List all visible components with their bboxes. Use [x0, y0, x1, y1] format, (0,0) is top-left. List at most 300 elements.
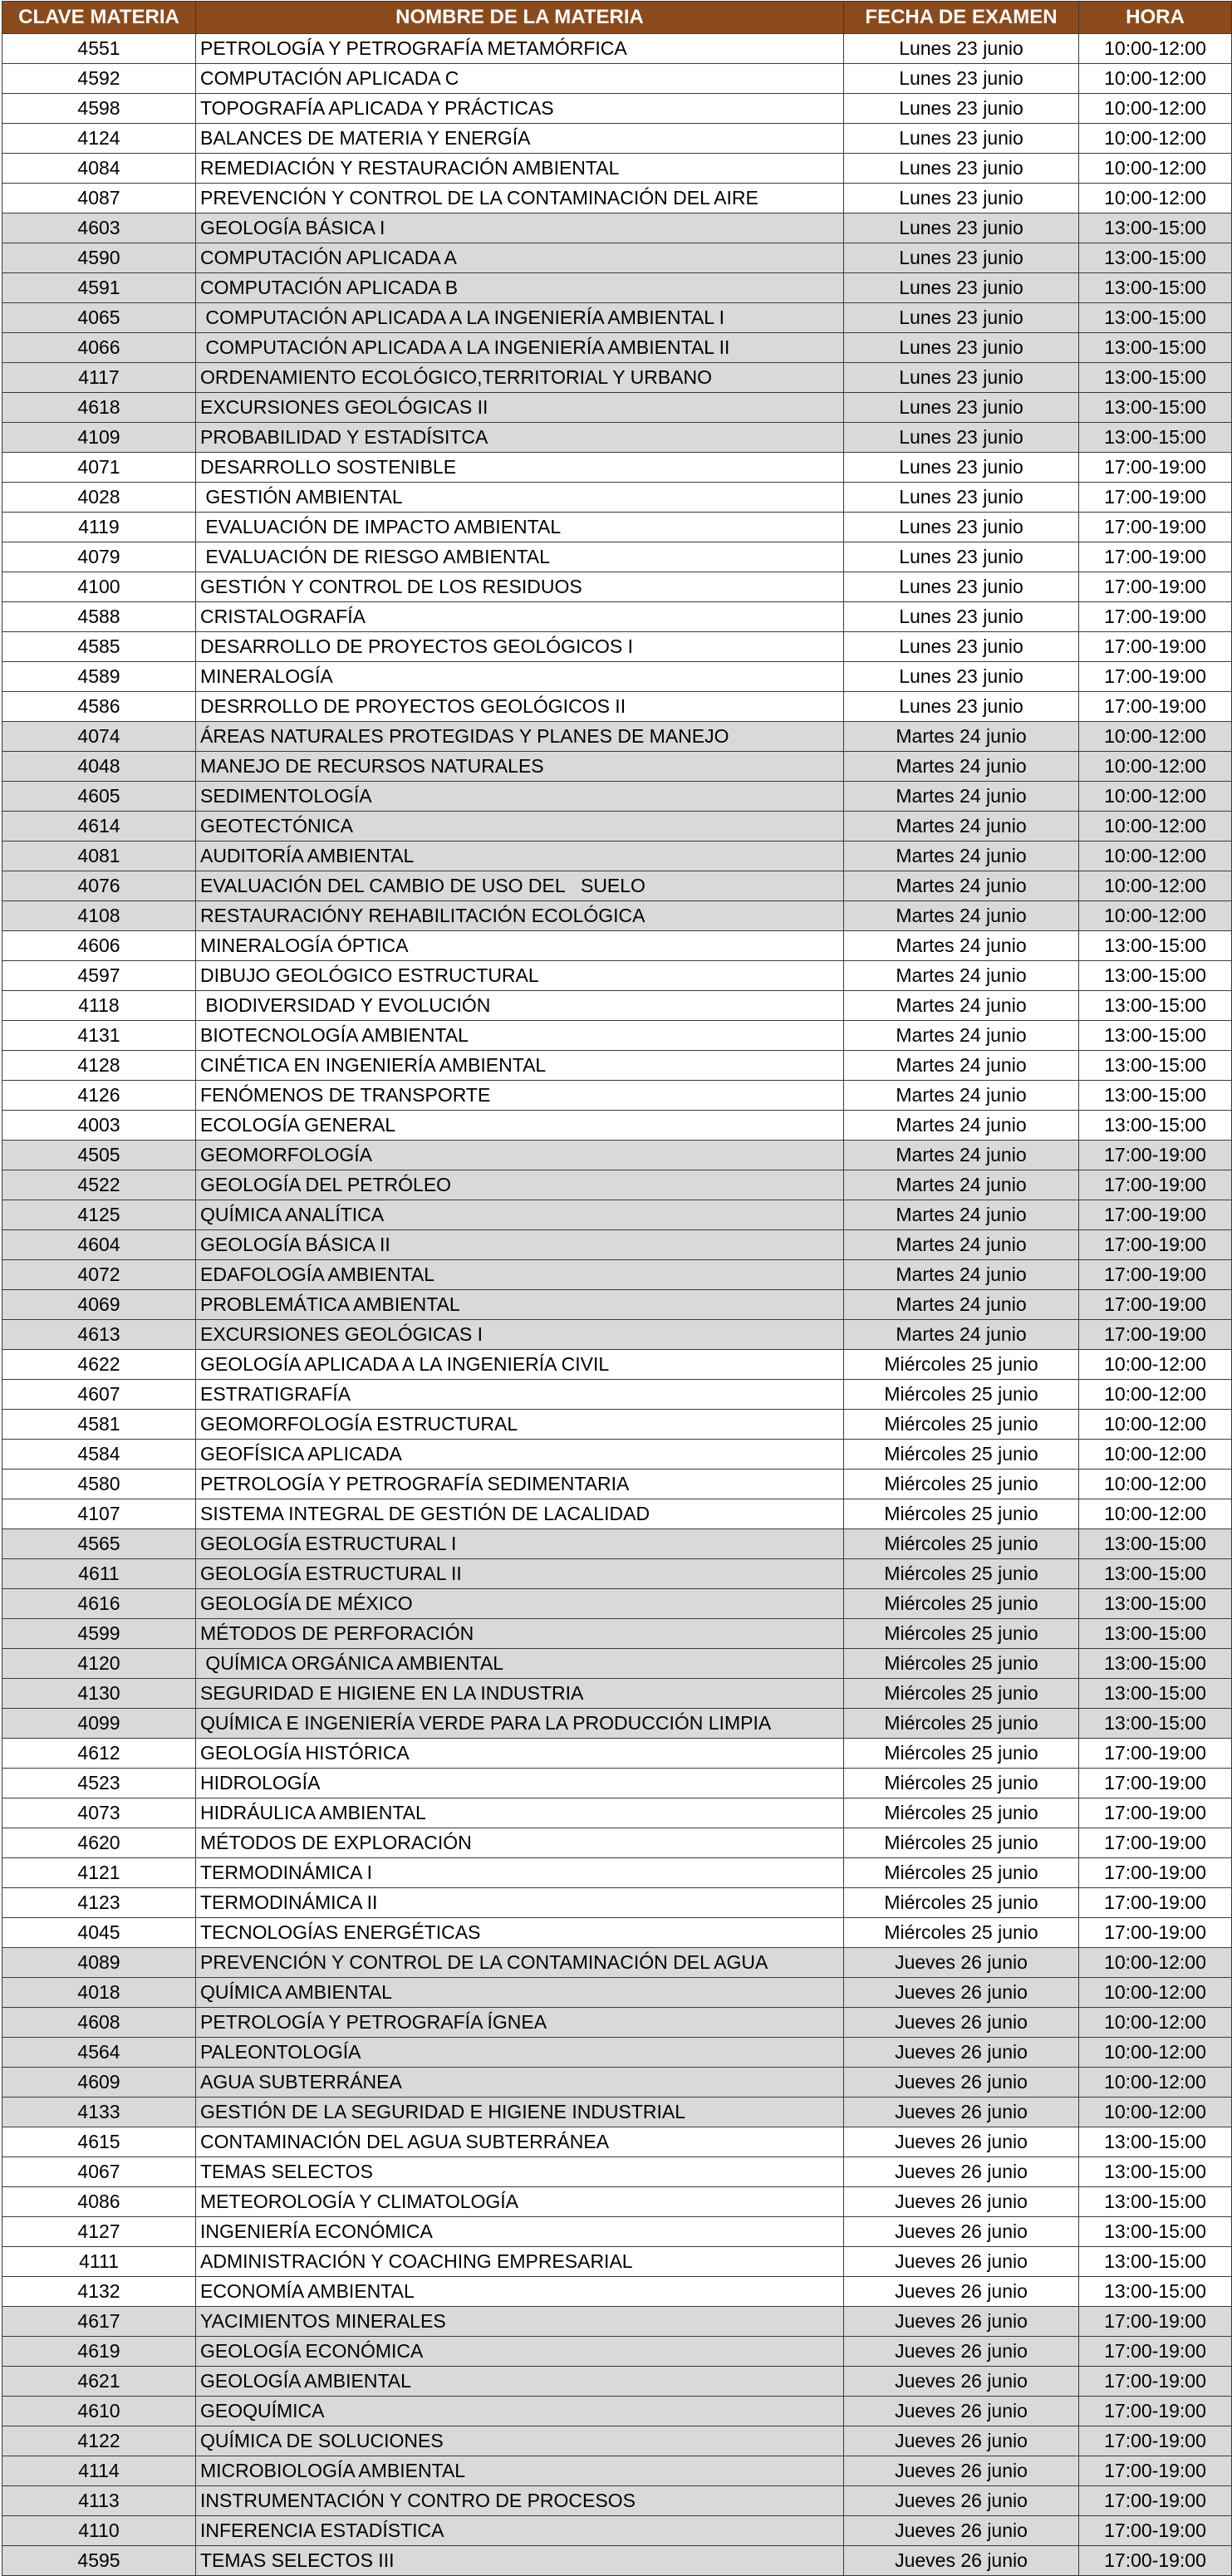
subject-name-cell: CINÉTICA EN INGENIERÍA AMBIENTAL: [196, 1051, 844, 1081]
table-row: [2, 782, 1232, 812]
subject-code-cell: 4598: [2, 94, 196, 124]
subject-name-cell: BALANCES DE MATERIA Y ENERGÍA: [196, 124, 844, 154]
table-row: [2, 812, 1232, 841]
subject-name-cell: DIBUJO GEOLÓGICO ESTRUCTURAL: [196, 961, 844, 991]
subject-name-cell: EDAFOLOGÍA AMBIENTAL: [196, 1260, 844, 1290]
exam-date-cell: Martes 24 junio: [844, 1230, 1079, 1260]
subject-code-cell: 4127: [2, 2217, 196, 2247]
subject-code-cell: 4564: [2, 2038, 196, 2068]
exam-time-cell: 10:00-12:00: [1079, 1948, 1232, 1978]
table-row: [2, 991, 1232, 1021]
table-row: [2, 453, 1232, 483]
exam-time-cell: 13:00-15:00: [1079, 2217, 1232, 2247]
subject-name-cell: GEOLOGÍA APLICADA A LA INGENIERÍA CIVIL: [196, 1350, 844, 1380]
exam-time-cell: 13:00-15:00: [1079, 1649, 1232, 1679]
table-row: [2, 841, 1232, 871]
exam-time-cell: 17:00-19:00: [1079, 632, 1232, 662]
subject-name-cell: QUÍMICA ORGÁNICA AMBIENTAL: [196, 1649, 844, 1679]
subject-name-cell: ECONOMÍA AMBIENTAL: [196, 2277, 844, 2307]
subject-name-cell: MINERALOGÍA: [196, 662, 844, 692]
exam-date-cell: Lunes 23 junio: [844, 662, 1079, 692]
subject-name-cell: GEOLOGÍA HISTÓRICA: [196, 1739, 844, 1769]
exam-date-cell: Jueves 26 junio: [844, 2307, 1079, 2337]
subject-name-cell: COMPUTACIÓN APLICADA A LA INGENIERÍA AMBIENTAL I: [196, 303, 844, 333]
table-row: [2, 64, 1232, 94]
subject-name-cell: TECNOLOGÍAS ENERGÉTICAS: [196, 1918, 844, 1948]
exam-date-cell: Miércoles 25 junio: [844, 1440, 1079, 1470]
exam-time-cell: 17:00-19:00: [1079, 2456, 1232, 2486]
subject-name-cell: TEMAS SELECTOS: [196, 2157, 844, 2187]
subject-code-cell: 4618: [2, 393, 196, 423]
exam-date-cell: Martes 24 junio: [844, 901, 1079, 931]
subject-name-cell: QUÍMICA DE SOLUCIONES: [196, 2426, 844, 2456]
exam-date-cell: Jueves 26 junio: [844, 2426, 1079, 2456]
table-row: [2, 692, 1232, 722]
exam-time-cell: 10:00-12:00: [1079, 2038, 1232, 2068]
exam-date-cell: Lunes 23 junio: [844, 243, 1079, 273]
exam-date-cell: Jueves 26 junio: [844, 2247, 1079, 2277]
table-row: [2, 1111, 1232, 1141]
exam-date-cell: Lunes 23 junio: [844, 513, 1079, 542]
exam-time-cell: 10:00-12:00: [1079, 1978, 1232, 2008]
exam-time-cell: 10:00-12:00: [1079, 782, 1232, 812]
subject-name-cell: GESTIÓN AMBIENTAL: [196, 483, 844, 513]
subject-code-cell: 4110: [2, 2516, 196, 2546]
exam-time-cell: 17:00-19:00: [1079, 483, 1232, 513]
exam-date-cell: Jueves 26 junio: [844, 2217, 1079, 2247]
exam-time-cell: 10:00-12:00: [1079, 901, 1232, 931]
subject-code-cell: 4121: [2, 1858, 196, 1888]
table-row: [2, 1559, 1232, 1589]
subject-name-cell: MICROBIOLOGÍA AMBIENTAL: [196, 2456, 844, 2486]
exam-time-cell: 13:00-15:00: [1079, 1051, 1232, 1081]
subject-name-cell: HIDRÁULICA AMBIENTAL: [196, 1798, 844, 1828]
exam-time-cell: 17:00-19:00: [1079, 2307, 1232, 2337]
exam-time-cell: 17:00-19:00: [1079, 692, 1232, 722]
table-row: [2, 2217, 1232, 2247]
subject-name-cell: MÉTODOS DE EXPLORACIÓN: [196, 1828, 844, 1858]
exam-time-cell: 13:00-15:00: [1079, 273, 1232, 303]
table-row: [2, 722, 1232, 752]
subject-code-cell: 4595: [2, 2546, 196, 2576]
subject-code-cell: 4613: [2, 1320, 196, 1350]
subject-name-cell: GEOFÍSICA APLICADA: [196, 1440, 844, 1470]
table-row: [2, 34, 1232, 64]
exam-date-cell: Jueves 26 junio: [844, 2367, 1079, 2397]
exam-time-cell: 13:00-15:00: [1079, 243, 1232, 273]
exam-date-cell: Lunes 23 junio: [844, 303, 1079, 333]
subject-name-cell: COMPUTACIÓN APLICADA A: [196, 243, 844, 273]
table-row: [2, 1529, 1232, 1559]
exam-time-cell: 10:00-12:00: [1079, 752, 1232, 782]
exam-time-cell: 13:00-15:00: [1079, 2157, 1232, 2187]
subject-code-cell: 4076: [2, 871, 196, 901]
subject-code-cell: 4603: [2, 213, 196, 243]
subject-name-cell: GEOLOGÍA ESTRUCTURAL I: [196, 1529, 844, 1559]
table-row: [2, 2068, 1232, 2098]
table-row: [2, 1589, 1232, 1619]
exam-date-cell: Jueves 26 junio: [844, 2486, 1079, 2516]
exam-time-cell: 17:00-19:00: [1079, 572, 1232, 602]
subject-code-cell: 4523: [2, 1769, 196, 1798]
exam-time-cell: 13:00-15:00: [1079, 1529, 1232, 1559]
exam-time-cell: 10:00-12:00: [1079, 1380, 1232, 1410]
table-row: [2, 1828, 1232, 1858]
exam-date-cell: Miércoles 25 junio: [844, 1649, 1079, 1679]
subject-name-cell: GEOLOGÍA DEL PETRÓLEO: [196, 1170, 844, 1200]
subject-name-cell: EXCURSIONES GEOLÓGICAS II: [196, 393, 844, 423]
exam-time-cell: 13:00-15:00: [1079, 991, 1232, 1021]
exam-time-cell: 10:00-12:00: [1079, 871, 1232, 901]
subject-code-cell: 4133: [2, 2098, 196, 2127]
table-row: [2, 154, 1232, 184]
exam-date-cell: Lunes 23 junio: [844, 453, 1079, 483]
subject-code-cell: 4590: [2, 243, 196, 273]
exam-date-cell: Lunes 23 junio: [844, 602, 1079, 632]
table-row: [2, 513, 1232, 542]
exam-date-cell: Miércoles 25 junio: [844, 1709, 1079, 1739]
exam-time-cell: 13:00-15:00: [1079, 393, 1232, 423]
table-row: [2, 1888, 1232, 1918]
subject-code-cell: 4113: [2, 2486, 196, 2516]
subject-name-cell: ESTRATIGRAFÍA: [196, 1380, 844, 1410]
table-row: [2, 1380, 1232, 1410]
subject-code-cell: 4610: [2, 2397, 196, 2426]
subject-code-cell: 4620: [2, 1828, 196, 1858]
exam-date-cell: Martes 24 junio: [844, 1170, 1079, 1200]
subject-name-cell: GEOMORFOLOGÍA: [196, 1141, 844, 1170]
table-row: [2, 333, 1232, 363]
exam-date-cell: Lunes 23 junio: [844, 184, 1079, 213]
table-row: [2, 901, 1232, 931]
column-header-fecha: FECHA DE EXAMEN: [844, 2, 1079, 34]
subject-name-cell: MINERALOGÍA ÓPTICA: [196, 931, 844, 961]
exam-time-cell: 17:00-19:00: [1079, 2516, 1232, 2546]
subject-code-cell: 4114: [2, 2456, 196, 2486]
exam-time-cell: 10:00-12:00: [1079, 2068, 1232, 2098]
subject-code-cell: 4122: [2, 2426, 196, 2456]
table-row: [2, 2337, 1232, 2367]
exam-date-cell: Jueves 26 junio: [844, 2068, 1079, 2098]
exam-time-cell: 10:00-12:00: [1079, 94, 1232, 124]
subject-name-cell: GEOLOGÍA ESTRUCTURAL II: [196, 1559, 844, 1589]
subject-name-cell: GEOLOGÍA AMBIENTAL: [196, 2367, 844, 2397]
table-row: [2, 1769, 1232, 1798]
exam-time-cell: 17:00-19:00: [1079, 1888, 1232, 1918]
exam-time-cell: 17:00-19:00: [1079, 1828, 1232, 1858]
table-row: [2, 1141, 1232, 1170]
subject-name-cell: HIDROLOGÍA: [196, 1769, 844, 1798]
subject-code-cell: 4616: [2, 1589, 196, 1619]
subject-name-cell: EXCURSIONES GEOLÓGICAS I: [196, 1320, 844, 1350]
subject-name-cell: RESTAURACIÓNY REHABILITACIÓN ECOLÓGICA: [196, 901, 844, 931]
exam-date-cell: Miércoles 25 junio: [844, 1739, 1079, 1769]
header-row: [2, 2, 1232, 34]
subject-code-cell: 4089: [2, 1948, 196, 1978]
subject-code-cell: 4067: [2, 2157, 196, 2187]
exam-time-cell: 17:00-19:00: [1079, 1769, 1232, 1798]
table-row: [2, 1499, 1232, 1529]
table-row: [2, 2127, 1232, 2157]
table-row: [2, 2098, 1232, 2127]
subject-code-cell: 4120: [2, 1649, 196, 1679]
table-row: [2, 542, 1232, 572]
subject-code-cell: 4066: [2, 333, 196, 363]
exam-date-cell: Jueves 26 junio: [844, 2127, 1079, 2157]
table-row: [2, 871, 1232, 901]
exam-date-cell: Miércoles 25 junio: [844, 1350, 1079, 1380]
subject-name-cell: FENÓMENOS DE TRANSPORTE: [196, 1081, 844, 1111]
subject-name-cell: REMEDIACIÓN Y RESTAURACIÓN AMBIENTAL: [196, 154, 844, 184]
table-row: [2, 1948, 1232, 1978]
subject-code-cell: 4611: [2, 1559, 196, 1589]
table-row: [2, 1320, 1232, 1350]
subject-code-cell: 4606: [2, 931, 196, 961]
table-row: [2, 2157, 1232, 2187]
subject-name-cell: ECOLOGÍA GENERAL: [196, 1111, 844, 1141]
exam-date-cell: Miércoles 25 junio: [844, 1798, 1079, 1828]
subject-code-cell: 4591: [2, 273, 196, 303]
subject-name-cell: EVALUACIÓN DE RIESGO AMBIENTAL: [196, 542, 844, 572]
subject-name-cell: ÁREAS NATURALES PROTEGIDAS Y PLANES DE MANEJO: [196, 722, 844, 752]
subject-code-cell: 4622: [2, 1350, 196, 1380]
subject-code-cell: 4003: [2, 1111, 196, 1141]
exam-date-cell: Lunes 23 junio: [844, 64, 1079, 94]
subject-name-cell: PREVENCIÓN Y CONTROL DE LA CONTAMINACIÓN DEL AIRE: [196, 184, 844, 213]
table-row: [2, 483, 1232, 513]
table-row: [2, 572, 1232, 602]
subject-code-cell: 4604: [2, 1230, 196, 1260]
subject-name-cell: SEGURIDAD E HIGIENE EN LA INDUSTRIA: [196, 1679, 844, 1709]
exam-time-cell: 10:00-12:00: [1079, 1440, 1232, 1470]
exam-time-cell: 10:00-12:00: [1079, 1410, 1232, 1440]
subject-name-cell: GEOTECTÓNICA: [196, 812, 844, 841]
column-header-nombre: NOMBRE DE LA MATERIA: [196, 2, 844, 34]
subject-code-cell: 4597: [2, 961, 196, 991]
subject-code-cell: 4584: [2, 1440, 196, 1470]
subject-name-cell: COMPUTACIÓN APLICADA B: [196, 273, 844, 303]
subject-code-cell: 4018: [2, 1978, 196, 2008]
subject-name-cell: AUDITORÍA AMBIENTAL: [196, 841, 844, 871]
exam-time-cell: 10:00-12:00: [1079, 154, 1232, 184]
exam-time-cell: 10:00-12:00: [1079, 2098, 1232, 2127]
subject-code-cell: 4125: [2, 1200, 196, 1230]
exam-time-cell: 13:00-15:00: [1079, 1619, 1232, 1649]
exam-time-cell: 17:00-19:00: [1079, 662, 1232, 692]
exam-date-cell: Lunes 23 junio: [844, 692, 1079, 722]
subject-code-cell: 4100: [2, 572, 196, 602]
table-header: [2, 2, 1232, 34]
exam-date-cell: Lunes 23 junio: [844, 213, 1079, 243]
exam-date-cell: Jueves 26 junio: [844, 2008, 1079, 2038]
exam-date-cell: Lunes 23 junio: [844, 124, 1079, 154]
exam-time-cell: 13:00-15:00: [1079, 1709, 1232, 1739]
table-row: [2, 602, 1232, 632]
exam-date-cell: Martes 24 junio: [844, 1200, 1079, 1230]
exam-time-cell: 13:00-15:00: [1079, 2247, 1232, 2277]
subject-name-cell: PREVENCIÓN Y CONTROL DE LA CONTAMINACIÓN DEL AGUA: [196, 1948, 844, 1978]
exam-time-cell: 17:00-19:00: [1079, 1320, 1232, 1350]
subject-code-cell: 4585: [2, 632, 196, 662]
subject-code-cell: 4551: [2, 34, 196, 64]
table-row: [2, 303, 1232, 333]
subject-code-cell: 4619: [2, 2337, 196, 2367]
table-row: [2, 184, 1232, 213]
exam-date-cell: Lunes 23 junio: [844, 273, 1079, 303]
table-body: [2, 34, 1232, 2576]
subject-name-cell: PROBABILIDAD Y ESTADÍSITCA: [196, 423, 844, 453]
exam-time-cell: 10:00-12:00: [1079, 124, 1232, 154]
exam-date-cell: Lunes 23 junio: [844, 333, 1079, 363]
exam-date-cell: Martes 24 junio: [844, 1111, 1079, 1141]
exam-date-cell: Martes 24 junio: [844, 1081, 1079, 1111]
exam-date-cell: Lunes 23 junio: [844, 154, 1079, 184]
exam-date-cell: Lunes 23 junio: [844, 34, 1079, 64]
subject-name-cell: GEOQUÍMICA: [196, 2397, 844, 2426]
subject-code-cell: 4124: [2, 124, 196, 154]
table-row: [2, 752, 1232, 782]
exam-time-cell: 17:00-19:00: [1079, 2337, 1232, 2367]
exam-date-cell: Martes 24 junio: [844, 722, 1079, 752]
table-row: [2, 2397, 1232, 2426]
table-row: [2, 1470, 1232, 1499]
exam-date-cell: Jueves 26 junio: [844, 2098, 1079, 2127]
table-row: [2, 94, 1232, 124]
table-row: [2, 243, 1232, 273]
exam-time-cell: 17:00-19:00: [1079, 1170, 1232, 1200]
exam-date-cell: Miércoles 25 junio: [844, 1529, 1079, 1559]
subject-name-cell: TEMAS SELECTOS III: [196, 2546, 844, 2576]
table-row: [2, 1081, 1232, 1111]
subject-name-cell: GEOLOGÍA ECONÓMICA: [196, 2337, 844, 2367]
subject-code-cell: 4581: [2, 1410, 196, 1440]
table-row: [2, 1739, 1232, 1769]
table-row: [2, 1410, 1232, 1440]
exam-time-cell: 10:00-12:00: [1079, 2008, 1232, 2038]
subject-name-cell: PROBLEMÁTICA AMBIENTAL: [196, 1290, 844, 1320]
subject-name-cell: PETROLOGÍA Y PETROGRAFÍA METAMÓRFICA: [196, 34, 844, 64]
exam-date-cell: Martes 24 junio: [844, 1141, 1079, 1170]
subject-code-cell: 4028: [2, 483, 196, 513]
subject-code-cell: 4580: [2, 1470, 196, 1499]
exam-time-cell: 17:00-19:00: [1079, 2397, 1232, 2426]
table-row: [2, 931, 1232, 961]
subject-code-cell: 4087: [2, 184, 196, 213]
exam-time-cell: 17:00-19:00: [1079, 1798, 1232, 1828]
exam-time-cell: 10:00-12:00: [1079, 1350, 1232, 1380]
subject-name-cell: GEOLOGÍA BÁSICA I: [196, 213, 844, 243]
subject-name-cell: GESTIÓN Y CONTROL DE LOS RESIDUOS: [196, 572, 844, 602]
exam-date-cell: Martes 24 junio: [844, 961, 1079, 991]
exam-time-cell: 10:00-12:00: [1079, 812, 1232, 841]
table-row: [2, 2426, 1232, 2456]
table-row: [2, 1918, 1232, 1948]
exam-time-cell: 17:00-19:00: [1079, 2367, 1232, 2397]
subject-name-cell: GEOLOGÍA BÁSICA II: [196, 1230, 844, 1260]
exam-time-cell: 13:00-15:00: [1079, 213, 1232, 243]
table-row: [2, 1978, 1232, 2008]
exam-date-cell: Martes 24 junio: [844, 991, 1079, 1021]
table-row: [2, 363, 1232, 393]
table-row: [2, 2008, 1232, 2038]
exam-time-cell: 13:00-15:00: [1079, 333, 1232, 363]
exam-time-cell: 17:00-19:00: [1079, 1858, 1232, 1888]
exam-time-cell: 10:00-12:00: [1079, 184, 1232, 213]
table-row: [2, 2187, 1232, 2217]
subject-name-cell: AGUA SUBTERRÁNEA: [196, 2068, 844, 2098]
exam-date-cell: Jueves 26 junio: [844, 2038, 1079, 2068]
table-row: [2, 1440, 1232, 1470]
table-row: [2, 632, 1232, 662]
exam-date-cell: Miércoles 25 junio: [844, 1559, 1079, 1589]
subject-name-cell: EVALUACIÓN DE IMPACTO AMBIENTAL: [196, 513, 844, 542]
subject-name-cell: GEOMORFOLOGÍA ESTRUCTURAL: [196, 1410, 844, 1440]
table-row: [2, 2247, 1232, 2277]
subject-code-cell: 4617: [2, 2307, 196, 2337]
exam-schedule-table: [2, 1, 1232, 2576]
subject-name-cell: SEDIMENTOLOGÍA: [196, 782, 844, 812]
subject-name-cell: MANEJO DE RECURSOS NATURALES: [196, 752, 844, 782]
subject-code-cell: 4111: [2, 2247, 196, 2277]
subject-name-cell: COMPUTACIÓN APLICADA C: [196, 64, 844, 94]
exam-date-cell: Martes 24 junio: [844, 782, 1079, 812]
exam-date-cell: Miércoles 25 junio: [844, 1470, 1079, 1499]
subject-code-cell: 4081: [2, 841, 196, 871]
subject-code-cell: 4117: [2, 363, 196, 393]
subject-name-cell: BIODIVERSIDAD Y EVOLUCIÓN: [196, 991, 844, 1021]
exam-date-cell: Martes 24 junio: [844, 1290, 1079, 1320]
exam-date-cell: Lunes 23 junio: [844, 483, 1079, 513]
subject-code-cell: 4588: [2, 602, 196, 632]
subject-code-cell: 4109: [2, 423, 196, 453]
subject-name-cell: DESARROLLO SOSTENIBLE: [196, 453, 844, 483]
subject-name-cell: YACIMIENTOS MINERALES: [196, 2307, 844, 2337]
table-row: [2, 1350, 1232, 1380]
exam-time-cell: 13:00-15:00: [1079, 1111, 1232, 1141]
subject-code-cell: 4074: [2, 722, 196, 752]
exam-date-cell: Miércoles 25 junio: [844, 1679, 1079, 1709]
exam-time-cell: 10:00-12:00: [1079, 1499, 1232, 1529]
table-row: [2, 1170, 1232, 1200]
subject-name-cell: METEOROLOGÍA Y CLIMATOLOGÍA: [196, 2187, 844, 2217]
exam-time-cell: 10:00-12:00: [1079, 64, 1232, 94]
exam-time-cell: 10:00-12:00: [1079, 34, 1232, 64]
subject-code-cell: 4072: [2, 1260, 196, 1290]
subject-code-cell: 4128: [2, 1051, 196, 1081]
exam-time-cell: 13:00-15:00: [1079, 961, 1232, 991]
subject-code-cell: 4607: [2, 1380, 196, 1410]
subject-name-cell: QUÍMICA ANALÍTICA: [196, 1200, 844, 1230]
table-row: [2, 961, 1232, 991]
exam-date-cell: Lunes 23 junio: [844, 363, 1079, 393]
exam-date-cell: Miércoles 25 junio: [844, 1888, 1079, 1918]
subject-name-cell: DESARROLLO DE PROYECTOS GEOLÓGICOS I: [196, 632, 844, 662]
table-row: [2, 1649, 1232, 1679]
subject-code-cell: 4107: [2, 1499, 196, 1529]
table-row: [2, 1230, 1232, 1260]
exam-date-cell: Martes 24 junio: [844, 1320, 1079, 1350]
exam-time-cell: 10:00-12:00: [1079, 841, 1232, 871]
subject-name-cell: PETROLOGÍA Y PETROGRAFÍA ÍGNEA: [196, 2008, 844, 2038]
exam-date-cell: Jueves 26 junio: [844, 2516, 1079, 2546]
exam-date-cell: Martes 24 junio: [844, 841, 1079, 871]
subject-code-cell: 4621: [2, 2367, 196, 2397]
subject-name-cell: MÉTODOS DE PERFORACIÓN: [196, 1619, 844, 1649]
exam-date-cell: Jueves 26 junio: [844, 1948, 1079, 1978]
exam-time-cell: 17:00-19:00: [1079, 1290, 1232, 1320]
subject-code-cell: 4065: [2, 303, 196, 333]
table-row: [2, 1051, 1232, 1081]
